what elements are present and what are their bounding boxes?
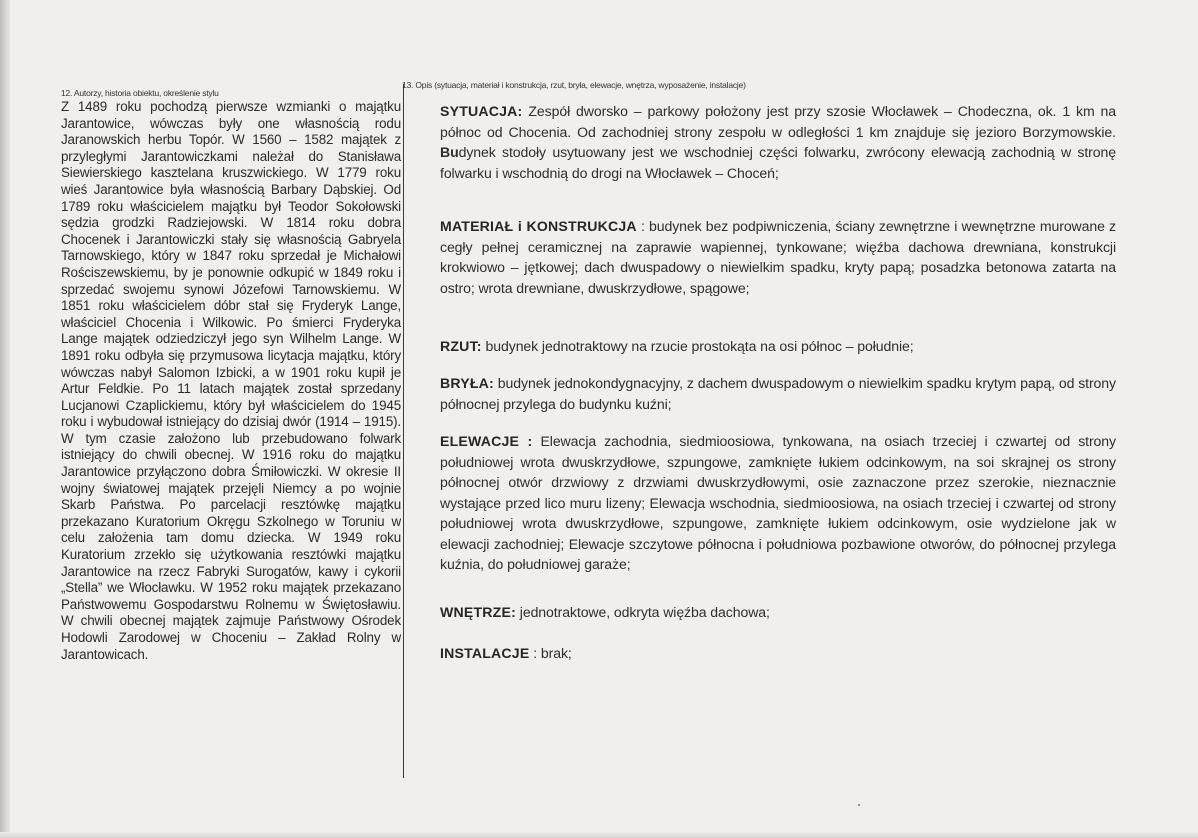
bryla-label: BRYŁA: <box>440 375 494 391</box>
scan-edge-bottom <box>0 832 1198 838</box>
material-section <box>440 216 1116 298</box>
sytuacja-label: SYTUACJA: <box>440 103 523 119</box>
wnetrze-text: jednotraktowe, odkryta więźba dachowa; <box>515 604 770 620</box>
section-12-heading: 12. Autorzy, historia obiektu, określenie stylu <box>61 88 219 98</box>
history-text: Z 1489 roku pochodzą pierwsze wzmianki o majątku Jarantowice, wówczas były one własnością rodu Jaranowskich herbu Topór. W 1560 – 1582 majątek z przyległymi Jarantowiczkami należał do Stanisława Siewierskiego kasztelana kruszwickiego. W 1779 roku wieś Jarantowice była własnością Barbary Dąbskiej. Od 1789 roku właścicielem majątku był Teodor Sokołowski sędzia grodzki Radziejowski. W 1814 roku dobra Chocenek i Jarantowiczki stały się własnością Gabryela Tarnowskiego, który w 1847 roku sprzedał je Michałowi Rościszewskiemu, by je ponownie odkupić w 1849 roku i sprzedać swojemu synowi Józefowi Tarnowskiemu. W 1851 roku właścicielem dóbr stał się Fryderyk Lange, właściciel Chocenia i Wilkowic. Po śmierci Fryderyka Lange majątek odziedziczył jego syn Wilhelm Lange. W 1891 roku odbyła się przymusowa licytacja majątku, który wówczas nabył Salomon Izbicki, a w 1901 roku kupił je Artur Feldkie. Po 11 latach majątek został sprzedany Lucjanowi Czaplickiemu, który był właścicielem do 1945 roku i wybudował istniejący do dzisiaj dwór (1914 – 1915). W tym czasie założono lub przebudowano folwark istniejący do chwili obecnej. W 1916 roku do majątku Jarantowice przyłączono dobra Śmiłowiczki. W okresie II wojny światowej majątek przejęli Niemcy a po wojnie Skarb Państwa. Po parcelacji resztówkę majątku przekazano Kuratorium Okręgu Szkolnego w Toruniu w celu założenia tam domu dziecka. W 1949 roku Kuratorium zrzekło się użytkowania resztówki majątku Jarantowice na rzecz Fabryki Surogatów, kawy i cykorii „Stella” we Włocławku. W 1952 roku majątek przekazano Państwowemu Gospodarstwu Rolnemu w Świętosławiu. W chwili obecnej majątek zajmuje Państwowy Ośrodek Hodowli Zarodowej w Choceniu – Zakład Rolny w Jarantowicach. <box>61 99 401 662</box>
material-label: MATERIAŁ i KONSTRUKCJA <box>440 218 637 234</box>
sytuacja-bold-fragment: Bu <box>440 144 459 160</box>
sytuacja-section <box>440 101 1116 183</box>
elewacje-section <box>440 431 1116 575</box>
instalacje-text: : brak; <box>529 645 572 661</box>
sytuacja-text-2: dynek stodoły usytuowany jest we wschodniej części folwarku, zwrócony elewacją zachodnią w stronę folwarku i wschodnią do drogi na Włocławek – Choceń; <box>440 144 1116 181</box>
instalacje-label: INSTALACJE <box>440 645 530 661</box>
section-13-heading: 13. Opis (sytuacja, materiał i konstrukcja, rzut, bryła, elewacje, wnętrza, wyposażenie, instalacje) <box>402 80 746 90</box>
bryla-text: budynek jednokondygnacyjny, z dachem dwuspadowym o niewielkim spadku krytym papą, od strony północnej przylega do budynku kuźni; <box>440 375 1116 412</box>
scan-edge <box>0 0 10 838</box>
wnetrze-label: WNĘTRZE: <box>440 604 516 620</box>
rzut-label: RZUT: <box>440 338 482 354</box>
history-column <box>61 88 401 663</box>
rzut-text: budynek jednotraktowy na rzucie prostokąta na osi północ – południe; <box>481 338 914 354</box>
wnetrze-section <box>440 602 1116 623</box>
elewacje-text: Elewacja zachodnia, siedmioosiowa, tynkowana, na osiach trzeciej i czwartej od strony południowej wrota dwuskrzydłowe, szpungowe, zamknięte łukiem odcinkowym, na soi skrajnej os strony północnej otwór drzwiowy z drzwiami dwuskrzydłowymi, osie zaznaczone przez szerokie, nieznacznie wystające przed lico muru lizeny; Elewacja wschodnia, siedmioosiowa, na osiach trzeciej i czwartej od strony południowej wrota dwuskrzydłowe, szpungowe, zamknięte łukiem odcinkowym, osie wydzielone jak w elewacji zachodniej; Elewacje szczytowe północna i południowa pozbawione otworów, do północnej przylega kuźnia, do południowej garaże; <box>440 433 1116 572</box>
material-text: : budynek bez podpiwniczenia, ściany zewnętrzne i wewnętrzne murowane z cegły pełnej ceramicznej na zaprawie wapiennej, tynkowane; więźba dachowa drewniana, konstrukcji krokwiowo – jętkowej; dach dwuspadowy o niewielkim spadku, kryty papą; posadzka betonowa zatarta na ostro; wrota drewniane, dwuskrzydłowe, spągowe; <box>440 218 1117 296</box>
rzut-section <box>440 336 1116 357</box>
instalacje-section <box>440 643 1116 664</box>
column-divider <box>403 84 404 778</box>
bryla-section <box>440 373 1116 414</box>
elewacje-label: ELEWACJE : <box>440 433 533 449</box>
scan-speck <box>858 804 860 806</box>
sytuacja-text-1: Zespół dworsko – parkowy położony jest przy szosie Włocławek – Chodeczna, ok. 1 km na północ od Chocenia. Od zachodniej strony zespołu w odległości 1 km znajduje się jezioro Borzymowskie. <box>440 103 1116 140</box>
